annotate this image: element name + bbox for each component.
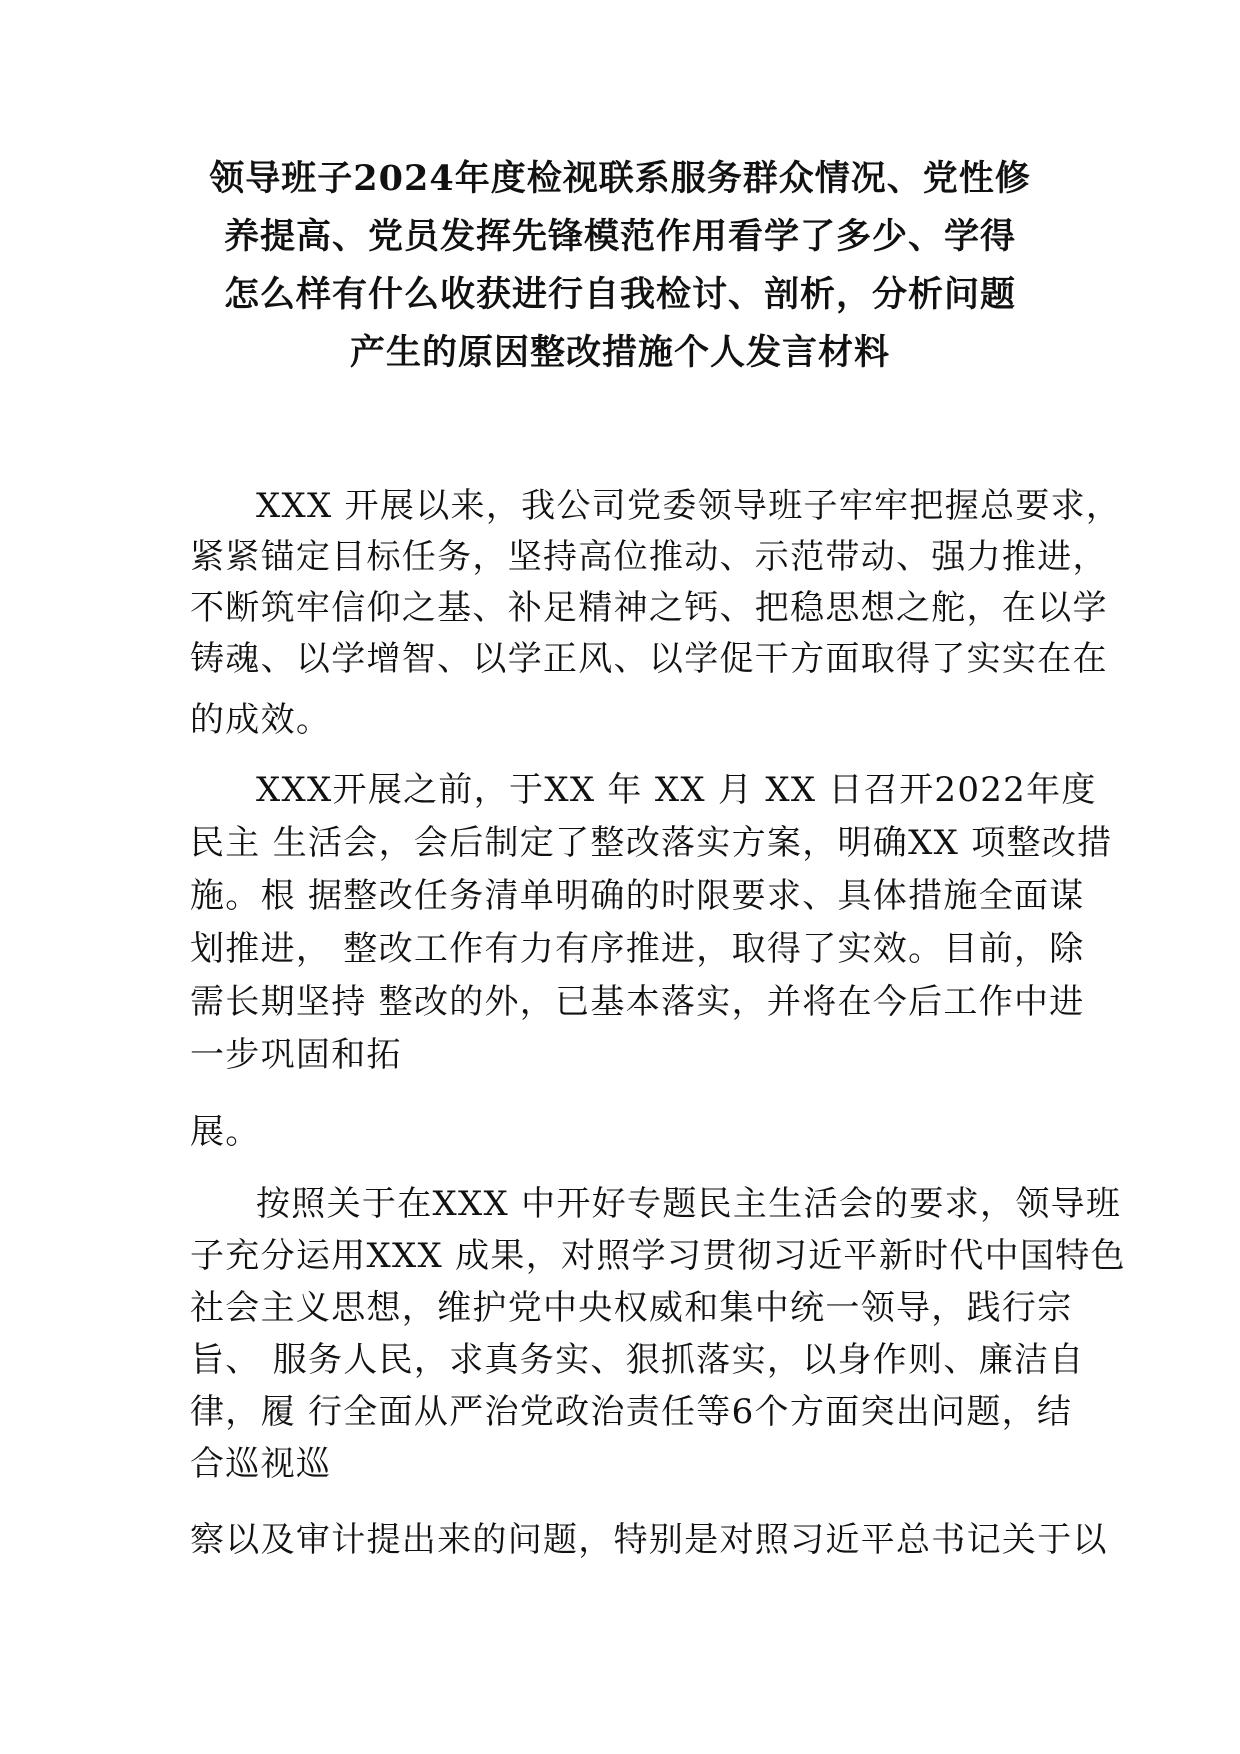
paragraph-2-line: 划推进， 整改工作有力有序推进，取得了实效。目前，除 [190,929,1085,969]
paragraph-3-line: 社会主义思想，维护党中央权威和集中统一领导，践行宗 [190,1288,1073,1328]
paragraph-2-line: 展。 [190,1112,261,1152]
paragraph-2-line: 民主 生活会，会后制定了整改落实方案，明确XX 项整改措 [190,823,1113,863]
paragraph-3-line: 旨、 服务人民，求真务实、狠抓落实，以身作则、廉洁自 [190,1340,1085,1380]
paragraph-2-line: 一步巩固和拓 [190,1035,402,1075]
title-line: 养提高、党员发挥先锋模范作用看学了多少、学得 [223,216,1016,257]
paragraph-1-line: 紧紧锚定目标任务，坚持高位推动、示范带动、强力推进， [190,537,1108,577]
paragraph-1-line: 铸魂、以学增智、以学正风、以学促干方面取得了实实在在 [190,639,1108,679]
paragraph-3-line: 律，履 行全面从严治党政治责任等6个方面突出问题，结 [190,1392,1073,1432]
paragraph-1-line: 的成效。 [190,700,332,740]
paragraph-2-line: 施。根 据整改任务清单明确的时限要求、具体措施全面谋 [190,876,1085,916]
paragraph-1-line: XXX 开展以来，我公司党委领导班子牢牢把握总要求， [256,486,1122,526]
paragraph-3-line: 按照关于在XXX 中开好专题民主生活会的要求，领导班 [256,1184,1122,1224]
paragraph-1-line: 不断筑牢信仰之基、补足精神之钙、把稳思想之舵，在以学 [190,588,1108,628]
title-line: 领导班子2024年度检视联系服务群众情况、党性修 [209,158,1031,199]
paragraph-3-line: 合巡视巡 [190,1444,332,1484]
paragraph-3-line: 子充分运用XXX 成果，对照学习贯彻习近平新时代中国特色 [190,1236,1126,1276]
title-line: 产生的原因整改措施个人发言材料 [349,332,890,373]
paragraph-2-line: 需长期坚持 整改的外，已基本落实，并将在今后工作中进 [190,982,1085,1022]
document-title [170,150,1070,382]
paragraph-3-line: 察以及审计提出来的问题，特别是对照习近平总书记关于以 [190,1520,1108,1560]
title-line: 怎么样有什么收获进行自我检讨、剖析，分析问题 [223,274,1016,315]
paragraph-2-line: XXX开展之前，于XX 年 XX 月 XX 日召开2022年度 [256,770,1097,810]
